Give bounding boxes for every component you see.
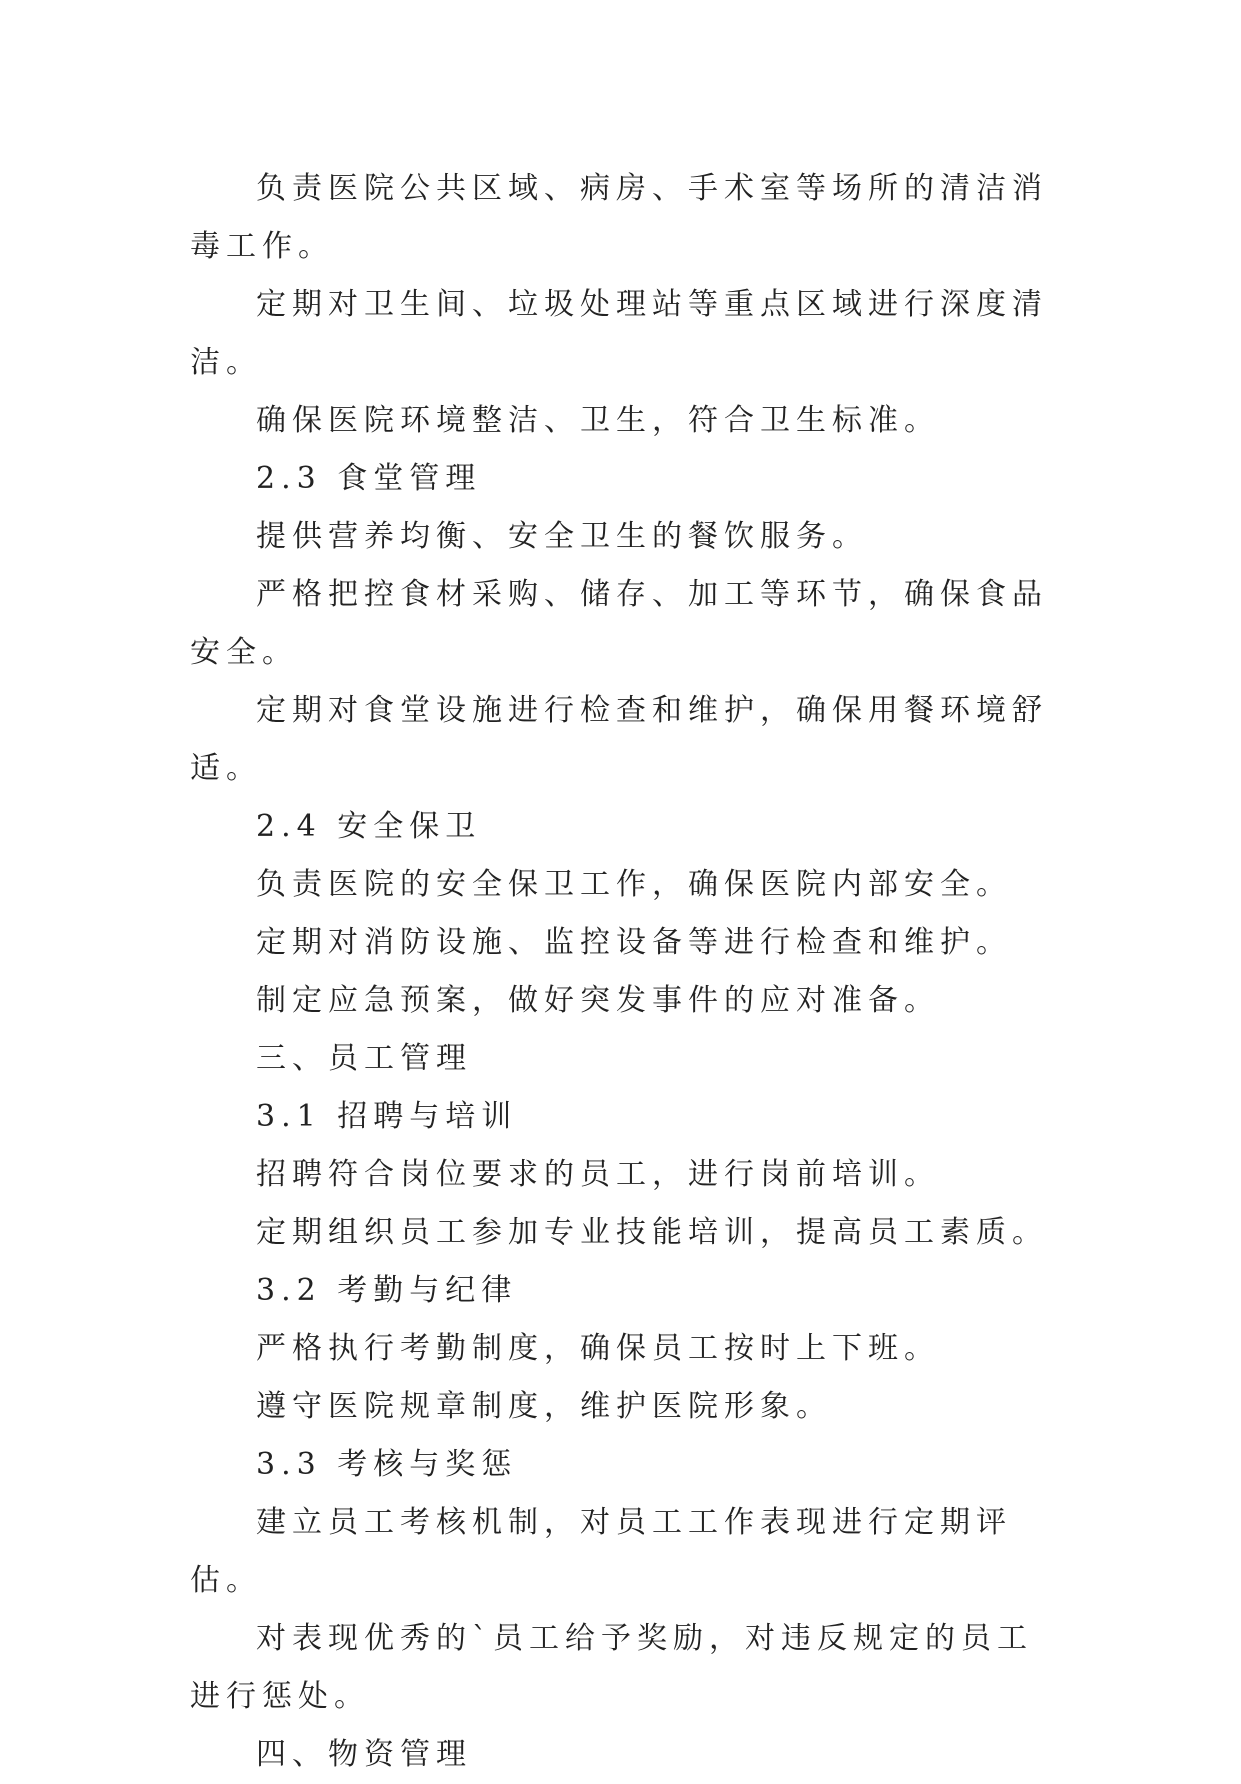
paragraph: 对表现优秀的`员工给予奖励，对违反规定的员工进行惩处。 [190, 1621, 1033, 1714]
paragraph: 负责医院公共区域、病房、手术室等场所的清洁消毒工作。 [190, 171, 1048, 264]
paragraph: 严格执行考勤制度，确保员工按时上下班。 [256, 1331, 940, 1366]
paragraph: 提供营养均衡、安全卫生的餐饮服务。 [256, 519, 868, 554]
section-heading: 2.4 安全保卫 [256, 809, 482, 844]
paragraph: 定期对食堂设施进行检查和维护，确保用餐环境舒适。 [190, 693, 1048, 786]
paragraph: 定期对卫生间、垃圾处理站等重点区域进行深度清洁。 [190, 287, 1048, 380]
paragraph: 遵守医院规章制度，维护医院形象。 [256, 1389, 832, 1424]
section-heading: 3.3 考核与奖惩 [256, 1447, 518, 1482]
section-heading: 2.3 食堂管理 [256, 461, 482, 496]
paragraph: 制定应急预案，做好突发事件的应对准备。 [256, 983, 940, 1018]
paragraph: 招聘符合岗位要求的员工，进行岗前培训。 [256, 1157, 940, 1192]
paragraph: 严格把控食材采购、储存、加工等环节，确保食品安全。 [190, 577, 1048, 670]
chapter-heading: 四、物资管理 [256, 1737, 472, 1772]
document-body [190, 160, 1050, 1784]
section-heading: 3.1 招聘与培训 [256, 1099, 518, 1134]
paragraph: 建立员工考核机制，对员工工作表现进行定期评估。 [190, 1505, 1012, 1598]
paragraph: 定期组织员工参加专业技能培训，提高员工素质。 [256, 1215, 1048, 1250]
paragraph: 负责医院的安全保卫工作，确保医院内部安全。 [256, 867, 1012, 902]
paragraph: 确保医院环境整洁、卫生，符合卫生标准。 [256, 403, 940, 438]
paragraph: 定期对消防设施、监控设备等进行检查和维护。 [256, 925, 1012, 960]
chapter-heading: 三、员工管理 [256, 1041, 472, 1076]
section-heading: 3.2 考勤与纪律 [256, 1273, 518, 1308]
